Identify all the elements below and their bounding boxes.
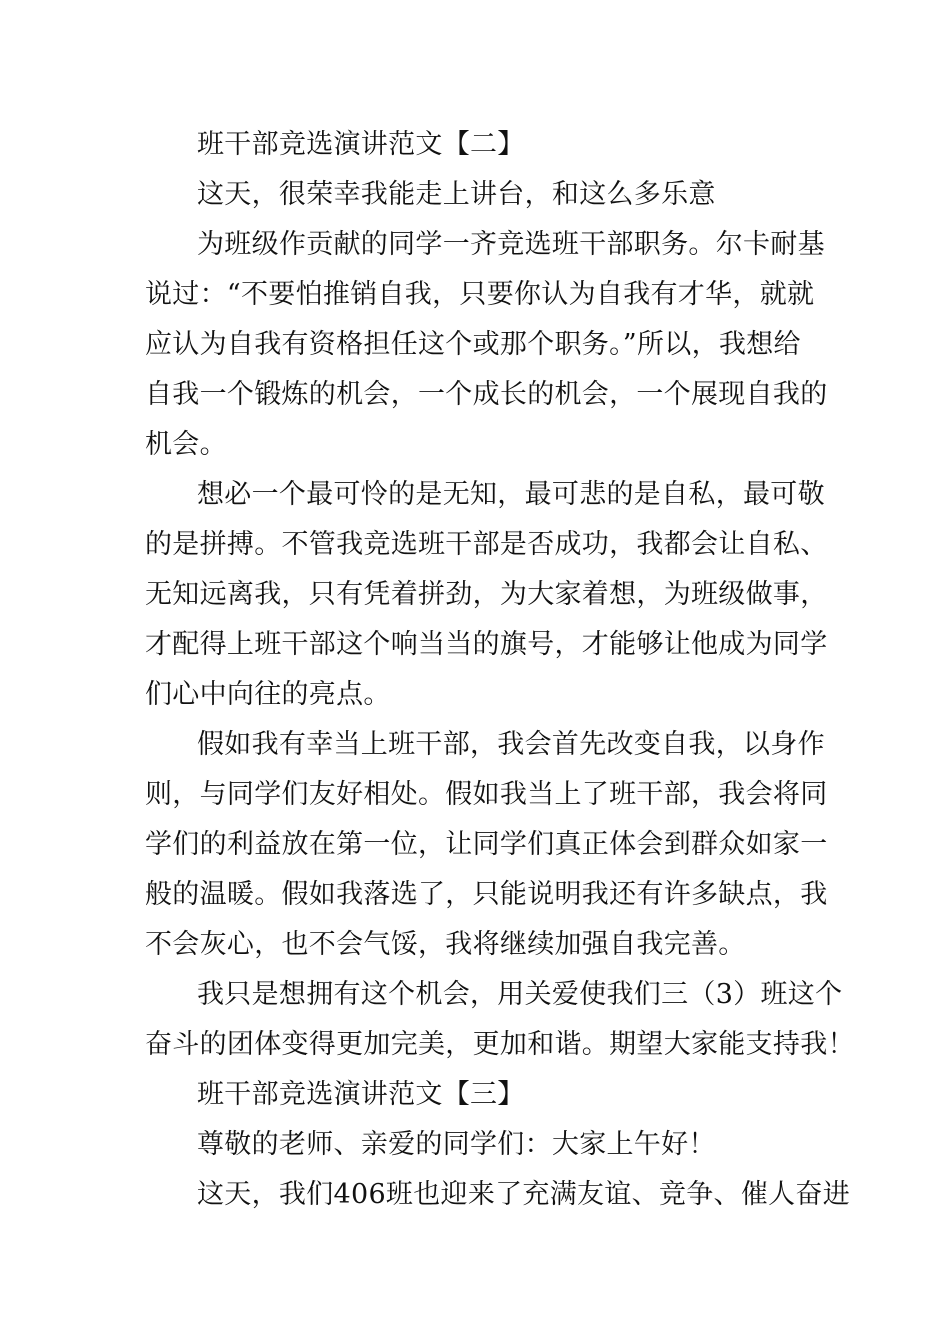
- text-line: 无知远离我，只有凭着拼劲，为大家着想，为班级做事，: [145, 579, 828, 610]
- text-line: 说过：“不要怕推销自我，只要你认为自我有才华，就就: [145, 279, 815, 310]
- text-line: 为班级作贡献的同学一齐竞选班干部职务。尔卡耐基: [197, 229, 825, 260]
- text-line: 奋斗的团体变得更加完美，更加和谐。期望大家能支持我！: [145, 1029, 855, 1060]
- text-line: 的是拼搏。不管我竞选班干部是否成功，我都会让自私、: [145, 529, 828, 560]
- text-line: 这天，我们406班也迎来了充满友谊、竞争、催人奋进: [197, 1179, 851, 1210]
- text-line: 般的温暖。假如我落选了，只能说明我还有许多缺点，我: [145, 879, 828, 910]
- text-line: 则，与同学们友好相处。假如我当上了班干部，我会将同: [145, 779, 828, 810]
- section-heading: 班干部竞选演讲范文【二】: [197, 129, 525, 160]
- text-line: 这天，很荣幸我能走上讲台，和这么多乐意: [197, 179, 716, 210]
- text-line: 尊敬的老师、亲爱的同学们：大家上午好！: [197, 1129, 716, 1160]
- text-line: 自我一个锻炼的机会，一个成长的机会，一个展现自我的: [145, 379, 828, 410]
- text-line: 想必一个最可怜的是无知，最可悲的是自私，最可敬: [197, 479, 825, 510]
- text-line: 假如我有幸当上班干部，我会首先改变自我，以身作: [197, 729, 825, 760]
- document-page: [145, 120, 855, 1220]
- text-line: 才配得上班干部这个响当当的旗号，才能够让他成为同学: [145, 629, 828, 660]
- text-line: 学们的利益放在第一位，让同学们真正体会到群众如家一: [145, 829, 828, 860]
- text-line: 应认为自我有资格担任这个或那个职务。”所以，我想给: [145, 329, 801, 360]
- text-line: 不会灰心，也不会气馁，我将继续加强自我完善。: [145, 929, 746, 960]
- text-line: 机会。: [145, 429, 227, 460]
- text-line: 们心中向往的亮点。: [145, 679, 391, 710]
- text-line: 我只是想拥有这个机会，用关爱使我们三（3）班这个: [197, 979, 843, 1010]
- section-heading: 班干部竞选演讲范文【三】: [197, 1079, 525, 1110]
